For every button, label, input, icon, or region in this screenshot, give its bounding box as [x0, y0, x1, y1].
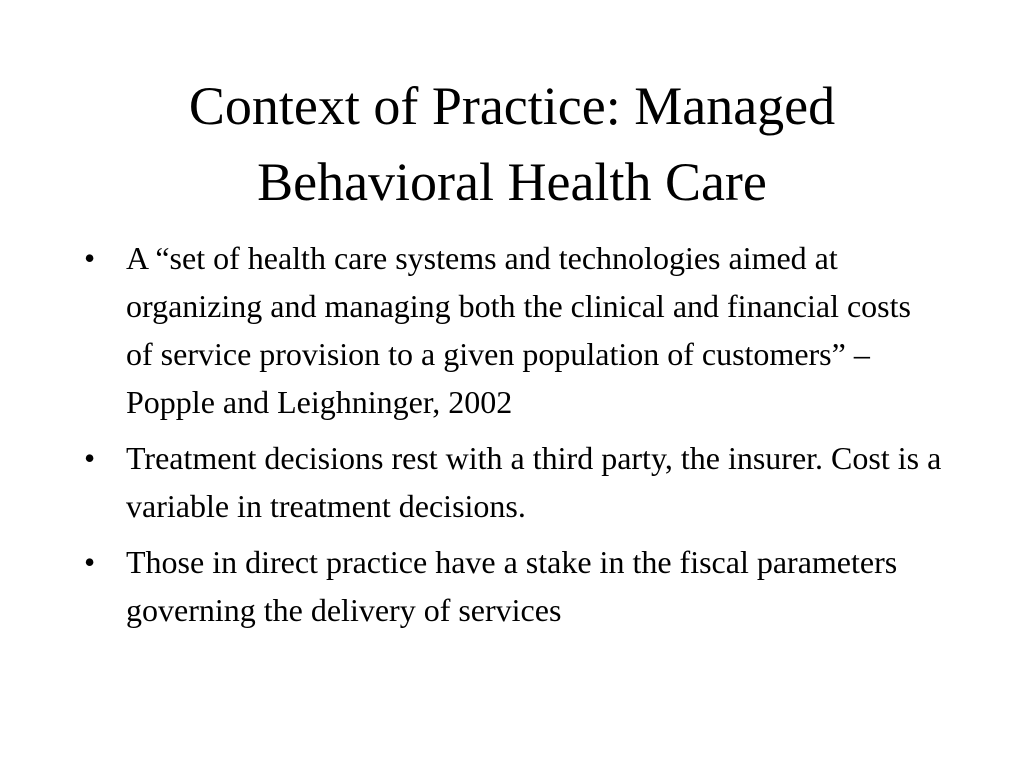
bullet-text: Treatment decisions rest with a third party, the insurer. Cost is a variable in treatment decisions.: [126, 440, 942, 524]
bullet-icon: •: [84, 440, 96, 476]
slide-title-line-1: Context of Practice: Managed: [188, 76, 836, 136]
bullet-list: [84, 234, 944, 642]
bullet-text: Those in direct practice have a stake in the fiscal parameters governing the delivery of services: [126, 544, 898, 628]
bullet-item: [84, 538, 944, 634]
slide-title: [60, 68, 964, 220]
bullet-item: [84, 234, 944, 426]
bullet-icon: •: [84, 240, 96, 276]
slide-title-line-2: Behavioral Health Care: [257, 152, 767, 212]
bullet-item: [84, 434, 944, 530]
bullet-text: A “set of health care systems and technologies aimed at organizing and managing both the clinical and financial costs of service provision to a given population of customers” – Popple and Leighninger, 2002: [126, 240, 911, 420]
bullet-icon: •: [84, 544, 96, 580]
